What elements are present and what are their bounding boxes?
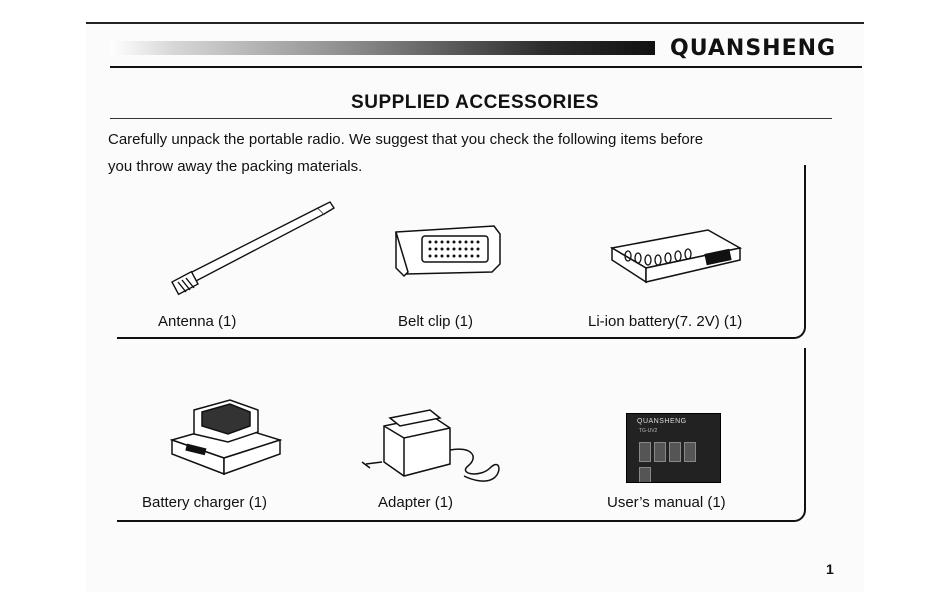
adapter-icon <box>360 406 510 486</box>
page-number: 1 <box>826 561 834 577</box>
title-rule <box>110 118 832 119</box>
battery-icon <box>606 224 746 286</box>
manual-cover-model: TG-UV2 <box>639 428 658 434</box>
antenna-icon <box>168 196 338 302</box>
battery-label: Li-ion battery(7. 2V) (1) <box>588 313 743 330</box>
manual-cover-brand: QUANSHENG <box>637 418 687 425</box>
antenna-label: Antenna (1) <box>158 313 237 330</box>
header-gradient-band <box>110 41 655 55</box>
intro-line-1: Carefully unpack the portable radio. We suggest that you check the following items before <box>108 131 704 148</box>
header-rule <box>110 66 862 68</box>
intro-line-2: you throw away the packing materials. <box>108 158 363 175</box>
charger-icon <box>168 396 284 478</box>
manual-icon <box>626 413 721 483</box>
manual-cover-graphic <box>639 442 711 466</box>
brand-logo: QUANSHENG <box>670 36 837 61</box>
charger-label: Battery charger (1) <box>142 494 268 511</box>
manual-label: User’s manual (1) <box>607 494 726 511</box>
belt-clip-label: Belt clip (1) <box>398 313 474 330</box>
belt-clip-icon <box>392 222 504 280</box>
section-title: SUPPLIED ACCESSORIES <box>351 92 599 113</box>
top-rule <box>86 22 864 24</box>
adapter-label: Adapter (1) <box>378 494 454 511</box>
